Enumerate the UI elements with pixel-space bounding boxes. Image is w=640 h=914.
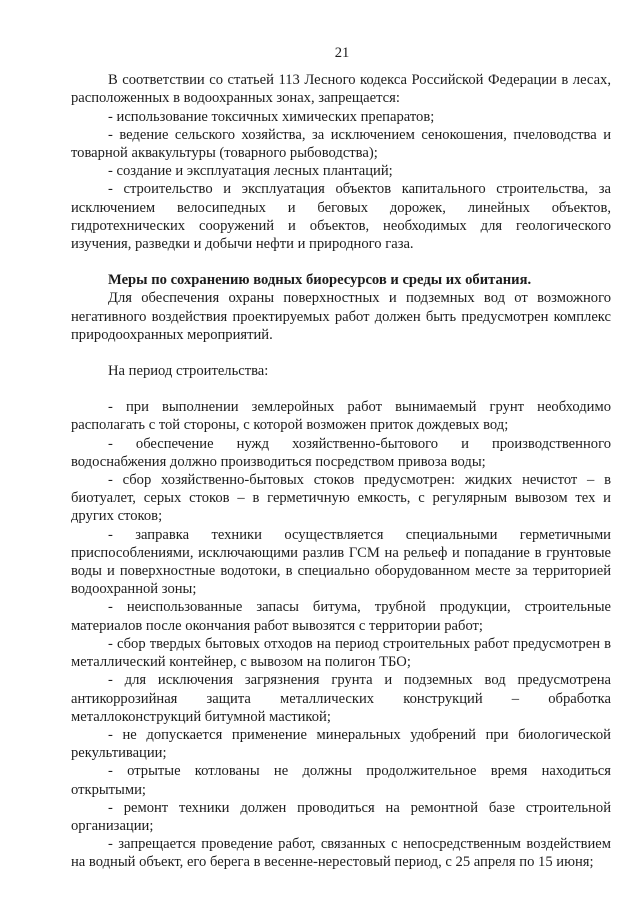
document-page	[71, 44, 611, 872]
list-item: - отрытые котлованы не должны продолжительное время находиться открытыми;	[71, 763, 611, 798]
list-item: - ремонт техники должен проводиться на ремонтной базе строительной организации;	[71, 799, 611, 834]
list-item: - обеспечение нужд хозяйственно-бытового и производственного водоснабжения должно производиться посредством привоза воды;	[71, 435, 611, 470]
paragraph: На период строительства:	[108, 363, 269, 380]
list-item: - не допускается применение минеральных удобрений при биологической рекультивации;	[71, 726, 611, 762]
paragraph: В соответствии со статьей 113 Лесного кодекса Российской Федерации в лесах, расположенных в водоохранных зонах, запрещается:	[71, 72, 611, 107]
page-number: 21	[334, 45, 350, 61]
list-item: - создание и эксплуатация лесных плантаций;	[108, 163, 393, 180]
list-item: - для исключения загрязнения грунта и подземных вод предусмотрена антикоррозийная защита металлических конструкций – обработка металлоконструкций битумной мастикой;	[71, 672, 611, 725]
paragraph: Для обеспечения охраны поверхностных и подземных вод от возможного негативного воздействия проектируемых работ должен быть предусмотрен комплекс природоохранных мероприятий.	[71, 290, 611, 343]
list-item: - ведение сельского хозяйства, за исключением сенокошения, пчеловодства и товарной аквакультуры (товарного рыбоводства);	[71, 126, 611, 162]
list-item: - запрещается проведение работ, связанных с непосредственным воздействием на водный объект, его берега в весенне-нерестовый период, с 25 апреля по 15 июня;	[71, 836, 611, 871]
list-item: - заправка техники осуществляется специальными герметичными приспособлениями, исключающими разлив ГСМ на рельеф и попадание в грунтовые воды и поверхностные водотоки, в специально оборудованном месте за территорией водоохранной зоны;	[71, 526, 611, 598]
list-item: - использование токсичных химических препаратов;	[108, 108, 435, 125]
list-item: - неиспользованные запасы битума, трубной продукции, строительные материалов после окончания работ вывозятся с территории работ;	[71, 599, 611, 634]
section-heading: Меры по сохранению водных биоресурсов и среды их обитания.	[108, 272, 532, 289]
list-item: - при выполнении землеройных работ вынимаемый грунт необходимо располагать с той стороны, с которой возможен приток дождевых вод;	[71, 399, 611, 434]
list-item: - сбор хозяйственно-бытовых стоков предусмотрен: жидких нечистот – в биотуалет, серых стоков – в герметичную емкость, с регулярным вывозом тех и других стоков;	[71, 472, 611, 525]
list-item: - строительство и эксплуатация объектов капитального строительства, за исключением велосипедных и беговых дорожек, линейных объектов, гидротехнических сооружений и объектов, необходимых для геологического изучения, разведки и добычи нефти и природного газа.	[71, 181, 611, 253]
list-item: - сбор твердых бытовых отходов на период строительных работ предусмотрен в металлический контейнер, с вывозом на полигон ТБО;	[71, 635, 611, 671]
